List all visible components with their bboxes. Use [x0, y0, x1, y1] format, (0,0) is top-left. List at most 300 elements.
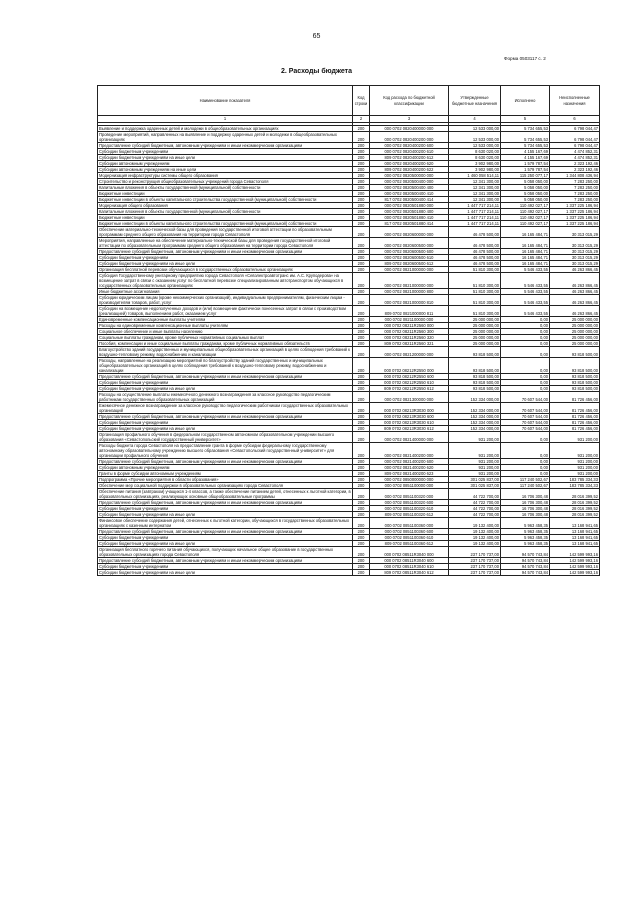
- approved-amount-cell: 152 334 000,00: [449, 413, 501, 419]
- executed-amount-cell: 0,00: [501, 442, 550, 458]
- indicator-name-cell: Гранты в форме субсидии автономным учреждениям: [98, 470, 353, 476]
- table-header-row: [98, 86, 600, 116]
- line-code-cell: 200: [353, 260, 370, 266]
- table-row: [98, 226, 600, 237]
- table-row: [98, 517, 600, 528]
- unexecuted-amount-cell: 13 168 941,65: [550, 517, 600, 528]
- line-code-cell: 200: [353, 184, 370, 190]
- indicator-name-cell: Предоставление субсидий бюджетным, автономным учреждениям и иным некоммерческим организациям: [98, 499, 353, 505]
- executed-amount-cell: 16 165 484,71: [501, 260, 550, 266]
- budget-code-cell: 000 0702 0851100360 000: [370, 517, 449, 528]
- executed-amount-cell: 5 546 433,55: [501, 288, 550, 294]
- budget-code-cell: 000 0702 0820400000 000: [370, 125, 449, 131]
- budget-code-cell: 000 0702 0820400200 620: [370, 160, 449, 166]
- executed-amount-cell: 0,00: [501, 334, 550, 340]
- indicator-name-cell: Обеспечение питания (завтраком) учащихся 1-4 классов, а также обеспечение питанием детей, отнесенных к льготной категории, в образовательных организациях, реализующих основные общеобразовательные программы: [99, 488, 351, 499]
- budget-code-cell: 000 0702 08212R2550 610: [370, 379, 449, 385]
- unexecuted-amount-cell: 1 344 808 436,94: [550, 172, 600, 178]
- page-number: 65: [312, 33, 321, 40]
- budget-code-cell: 000 0702 0851100000 000: [370, 482, 449, 488]
- line-code-cell: 200: [353, 160, 370, 166]
- indicator-name-cell: Ежемесячное денежное вознаграждение за классное руководство педагогическим работникам государственных образовательных организаций: [98, 402, 353, 413]
- budget-code-cell: 000 0702 0821300000 000: [370, 391, 449, 402]
- indicator-name-cell: Субсидии бюджетным учреждениям: [98, 563, 353, 569]
- executed-amount-cell: 5 734 655,53: [501, 142, 550, 148]
- line-code-cell: 200: [353, 334, 370, 340]
- table-row: [98, 294, 600, 305]
- indicator-name-cell: Строительство и реконструкция общеобразовательных учреждений города Севастополя: [98, 178, 353, 184]
- line-code-cell: 200: [353, 482, 370, 488]
- unexecuted-amount-cell: 7 283 250,00: [550, 196, 600, 202]
- column-number: 5: [501, 116, 550, 123]
- line-code-cell: 200: [353, 528, 370, 534]
- executed-amount-cell: 94 570 743,84: [501, 569, 550, 575]
- line-code-cell: 200: [353, 166, 370, 172]
- line-code-cell: 200: [353, 458, 370, 464]
- unexecuted-amount-cell: 1 337 225 186,94: [550, 202, 600, 208]
- line-code-cell: 200: [353, 540, 370, 546]
- indicator-name-cell: Капитальные вложения в объекты государственной (муниципальной) собственности: [98, 208, 353, 214]
- table-row: [98, 402, 600, 413]
- indicator-name-cell: Предоставление субсидий бюджетным, автономным учреждениям и иным некоммерческим организациям: [98, 458, 353, 464]
- budget-code-cell: 000 0702 0821400200 600: [370, 458, 449, 464]
- approved-amount-cell: 931 200,00: [449, 470, 501, 476]
- approved-amount-cell: 152 334 000,00: [449, 419, 501, 425]
- line-code-cell: 200: [353, 131, 370, 142]
- budget-code-cell: 000 0702 0851100320 600: [370, 499, 449, 505]
- executed-amount-cell: 110 492 027,17: [501, 208, 550, 214]
- line-code-cell: 200: [353, 154, 370, 160]
- unexecuted-amount-cell: 25 000 000,00: [550, 340, 600, 346]
- executed-amount-cell: 117 240 502,67: [501, 482, 550, 488]
- approved-amount-cell: 46 478 500,00: [449, 237, 501, 248]
- budget-code-cell: 809 0702 0851100360 612: [370, 540, 449, 546]
- budget-code-cell: 000 0702 0851100320 610: [370, 505, 449, 511]
- indicator-name-cell: Организация профильного обучения в федеральном государственном автономном образовательном учреждении высшего образования «Севастопольский государственный университет»: [98, 431, 353, 442]
- line-code-cell: 200: [353, 237, 370, 248]
- indicator-name-cell: Подпрограмма «Прочие мероприятия в области образования»: [98, 476, 353, 482]
- approved-amount-cell: 237 170 737,00: [449, 546, 501, 557]
- indicator-name-cell: Предоставление субсидий бюджетным, автономным учреждениям и иным некоммерческим организациям: [98, 557, 353, 563]
- approved-amount-cell: 3 902 980,00: [449, 160, 501, 166]
- indicator-name-cell: Мероприятия, направленные на обеспечение материально-технической базы для проведения государственной итоговой аттестации по образовательным программам среднего общего образования на территории города Севастополя: [98, 237, 353, 248]
- approved-amount-cell: 301 025 837,00: [449, 482, 501, 488]
- unexecuted-amount-cell: 2 323 192,46: [550, 160, 600, 166]
- unexecuted-amount-cell: 7 283 250,00: [550, 190, 600, 196]
- executed-amount-cell: 94 570 743,84: [501, 563, 550, 569]
- approved-amount-cell: 93 818 500,00: [449, 373, 501, 379]
- line-code-cell: 200: [353, 226, 370, 237]
- indicator-name-cell: Субсидии автономным учреждениям: [98, 160, 353, 166]
- budget-code-cell: 000 0702 0850000000 000: [370, 476, 449, 482]
- unexecuted-amount-cell: 931 200,00: [550, 431, 600, 442]
- section-title: 2. Расходы бюджета: [281, 68, 352, 75]
- unexecuted-amount-cell: 81 726 456,00: [550, 413, 600, 419]
- approved-amount-cell: 237 170 737,00: [449, 569, 501, 575]
- executed-amount-cell: 0,00: [501, 346, 550, 357]
- line-code-cell: 200: [353, 431, 370, 442]
- executed-amount-cell: 5 546 433,55: [501, 272, 550, 288]
- indicator-name-cell: Модернизация инфраструктуры системы общего образования: [98, 172, 353, 178]
- budget-code-cell: 000 0702 0820500400 410: [370, 190, 449, 196]
- line-code-cell: 200: [353, 419, 370, 425]
- executed-amount-cell: 1 579 787,54: [501, 166, 550, 172]
- executed-amount-cell: 16 706 300,48: [501, 488, 550, 499]
- indicator-name-cell: Расходы, направленные на реализацию мероприятий по благоустройству зданий государственных и муниципальных общеобразовательных организаций в целях соблюдения требований к воздушно-тепловому режиму, водоснабжению и канализации: [98, 357, 353, 373]
- approved-amount-cell: 19 132 400,00: [449, 534, 501, 540]
- indicator-name-cell: Субсидии бюджетным учреждениям на иные цели: [98, 260, 353, 266]
- unexecuted-amount-cell: 7 283 250,00: [550, 184, 600, 190]
- budget-code-cell: 000 0702 08211R2560 300: [370, 328, 449, 334]
- unexecuted-amount-cell: 13 168 941,65: [550, 534, 600, 540]
- indicator-name-cell: Модернизация общего образования: [98, 202, 353, 208]
- unexecuted-amount-cell: 93 818 500,00: [550, 373, 600, 379]
- unexecuted-amount-cell: 6 798 044,47: [550, 125, 600, 131]
- line-code-cell: 200: [353, 202, 370, 208]
- executed-amount-cell: 5 546 433,55: [501, 294, 550, 305]
- unexecuted-amount-cell: 931 200,00: [550, 470, 600, 476]
- unexecuted-amount-cell: 30 313 015,29: [550, 254, 600, 260]
- column-number: 1: [98, 116, 353, 123]
- line-code-cell: 200: [353, 511, 370, 517]
- line-code-cell: 200: [353, 254, 370, 260]
- budget-code-cell: 000 0702 0851100320 000: [370, 488, 449, 499]
- executed-amount-cell: 0,00: [501, 458, 550, 464]
- indicator-name-cell: Субсидии автономным учреждениям: [98, 464, 353, 470]
- line-code-cell: 200: [353, 328, 370, 334]
- budget-code-cell: 000 0702 0820500400 000: [370, 178, 449, 184]
- executed-amount-cell: 0,00: [501, 431, 550, 442]
- unexecuted-amount-cell: 6 798 044,47: [550, 131, 600, 142]
- line-code-cell: 200: [353, 442, 370, 458]
- line-code-cell: 200: [353, 488, 370, 499]
- executed-amount-cell: 5 963 458,35: [501, 534, 550, 540]
- budget-code-cell: 809 0702 0820600500 612: [370, 260, 449, 266]
- approved-amount-cell: 25 000 000,00: [449, 316, 501, 322]
- budget-code-cell: 809 0702 08511R3040 612: [370, 569, 449, 575]
- budget-code-cell: 000 0702 0821400200 620: [370, 464, 449, 470]
- unexecuted-amount-cell: 25 000 000,00: [550, 328, 600, 334]
- table-row: [98, 431, 600, 442]
- approved-amount-cell: 44 722 700,00: [449, 511, 501, 517]
- unexecuted-amount-cell: 93 818 500,00: [550, 379, 600, 385]
- column-header: Исполнено: [501, 86, 550, 116]
- line-code-cell: 200: [353, 172, 370, 178]
- line-code-cell: 200: [353, 402, 370, 413]
- budget-code-cell: 809 0702 08212R2550 612: [370, 385, 449, 391]
- approved-amount-cell: 25 000 000,00: [449, 328, 501, 334]
- budget-code-cell: 000 0702 0821000000 800: [370, 288, 449, 294]
- line-code-cell: 200: [353, 248, 370, 254]
- approved-amount-cell: 51 810 300,00: [449, 305, 501, 316]
- unexecuted-amount-cell: 4 474 852,31: [550, 154, 600, 160]
- unexecuted-amount-cell: 931 200,00: [550, 464, 600, 470]
- budget-code-cell: 000 0702 0820600500 600: [370, 248, 449, 254]
- indicator-name-cell: Предоставление субсидий бюджетным, автономным учреждениям и иным некоммерческим организациям: [98, 373, 353, 379]
- unexecuted-amount-cell: 1 337 225 186,94: [550, 208, 600, 214]
- indicator-name-cell: Организация бесплатной перевозки обучающихся в государственных образовательных организациях: [98, 266, 353, 272]
- budget-code-cell: 809 0702 0820400200 612: [370, 154, 449, 160]
- unexecuted-amount-cell: 30 313 015,29: [550, 260, 600, 266]
- line-code-cell: 200: [353, 178, 370, 184]
- executed-amount-cell: 16 165 484,71: [501, 254, 550, 260]
- approved-amount-cell: 152 334 000,00: [449, 402, 501, 413]
- executed-amount-cell: 5 963 458,35: [501, 540, 550, 546]
- line-code-cell: 200: [353, 322, 370, 328]
- table-row: [98, 569, 600, 575]
- approved-amount-cell: 19 132 400,00: [449, 517, 501, 528]
- executed-amount-cell: 70 607 544,00: [501, 402, 550, 413]
- indicator-name-cell: Субсидии бюджетным учреждениям: [98, 254, 353, 260]
- approved-amount-cell: 25 000 000,00: [449, 334, 501, 340]
- executed-amount-cell: 110 492 027,17: [501, 214, 550, 220]
- approved-amount-cell: 93 818 500,00: [449, 346, 501, 357]
- approved-amount-cell: 237 170 737,00: [449, 557, 501, 563]
- budget-code-cell: 809 0702 08213R3030 612: [370, 425, 449, 431]
- indicator-name-cell: Предоставление субсидий бюджетным, автономным учреждениям и иным некоммерческим организациям: [98, 142, 353, 148]
- approved-amount-cell: 46 478 500,00: [449, 248, 501, 254]
- indicator-name-cell: Пособия, компенсации и иные социальные выплаты гражданам, кроме публичных нормативных обязательств: [98, 340, 353, 346]
- budget-code-cell: 000 0702 0851100360 610: [370, 534, 449, 540]
- approved-amount-cell: 51 810 300,00: [449, 266, 501, 272]
- unexecuted-amount-cell: 25 000 000,00: [550, 316, 600, 322]
- approved-amount-cell: 1 447 717 214,11: [449, 208, 501, 214]
- executed-amount-cell: 5 058 050,00: [501, 184, 550, 190]
- indicator-name-cell: Субсидии автономным учреждениям на иные цели: [98, 166, 353, 172]
- approved-amount-cell: 25 000 000,00: [449, 340, 501, 346]
- line-code-cell: 200: [353, 190, 370, 196]
- executed-amount-cell: 0,00: [501, 373, 550, 379]
- indicator-name-cell: Проведение мероприятий, направленных на выявление и поддержку одаренных детей и молодежи в общеобразовательных организациях: [98, 131, 353, 142]
- unexecuted-amount-cell: 28 016 399,52: [550, 499, 600, 505]
- approved-amount-cell: 51 810 300,00: [449, 294, 501, 305]
- indicator-name-cell: Социальные выплаты гражданам, кроме публичных нормативных социальных выплат: [98, 334, 353, 340]
- approved-amount-cell: 12 341 300,00: [449, 184, 501, 190]
- budget-code-cell: 000 0702 0820500000 000: [370, 172, 449, 178]
- indicator-name-cell: Субсидии бюджетным учреждениям на иные цели: [98, 385, 353, 391]
- budget-code-cell: 000 0702 08511R3040 600: [370, 557, 449, 563]
- table-row: [98, 391, 600, 402]
- line-code-cell: 200: [353, 208, 370, 214]
- executed-amount-cell: 0,00: [501, 379, 550, 385]
- approved-amount-cell: 931 200,00: [449, 431, 501, 442]
- indicator-name-cell: Социальное обеспечение и иные выплаты населению: [98, 328, 353, 334]
- unexecuted-amount-cell: 81 726 456,00: [550, 391, 600, 402]
- unexecuted-amount-cell: 46 263 866,45: [550, 288, 600, 294]
- column-header: Код строки: [353, 86, 370, 116]
- approved-amount-cell: 51 810 300,00: [449, 288, 501, 294]
- indicator-name-cell: Субсидии бюджетным учреждениям: [98, 379, 353, 385]
- line-code-cell: 200: [353, 557, 370, 563]
- approved-amount-cell: 3 902 980,00: [449, 166, 501, 172]
- indicator-name-cell: Организация бесплатного горячего питания обучающихся, получающих начальное общее образование в государственных образовательных организациях города Севастополя: [98, 546, 353, 557]
- indicator-name-cell: Расходы на единовременные компенсационные выплаты учителям: [98, 322, 353, 328]
- line-code-cell: 200: [353, 316, 370, 322]
- unexecuted-amount-cell: 28 016 399,52: [550, 505, 600, 511]
- indicator-name-cell: Капитальные вложения в объекты государственной (муниципальной) собственности: [98, 184, 353, 190]
- budget-code-cell: 000 0702 0820600500 000: [370, 237, 449, 248]
- unexecuted-amount-cell: 4 474 852,31: [550, 148, 600, 154]
- table-row: [98, 237, 600, 248]
- indicator-name-cell: Субсидии бюджетным учреждениям: [98, 419, 353, 425]
- table-row: [98, 272, 600, 288]
- unexecuted-amount-cell: 142 599 993,16: [550, 569, 600, 575]
- line-code-cell: 200: [353, 464, 370, 470]
- column-header: Код расхода по бюджетной классификации: [370, 86, 449, 116]
- budget-code-cell: 809 0702 08211R2560 321: [370, 340, 449, 346]
- unexecuted-amount-cell: 28 016 399,52: [550, 488, 600, 499]
- unexecuted-amount-cell: 93 818 500,00: [550, 357, 600, 373]
- executed-amount-cell: 0,00: [501, 340, 550, 346]
- executed-amount-cell: 16 165 484,71: [501, 237, 550, 248]
- column-number-row: [98, 116, 600, 123]
- table-row: [98, 357, 600, 373]
- indicator-name-cell: Субсидии бюджетным учреждениям на иные цели: [98, 569, 353, 575]
- line-code-cell: 200: [353, 391, 370, 402]
- executed-amount-cell: 5 963 458,35: [501, 517, 550, 528]
- executed-amount-cell: 4 155 167,69: [501, 148, 550, 154]
- executed-amount-cell: 16 706 300,48: [501, 511, 550, 517]
- approved-amount-cell: 1 447 717 214,11: [449, 220, 501, 226]
- indicator-name-cell: Субсидии на возмещение недополученных доходов и (или) возмещение фактически понесенных затрат в связи с производством (реализацией) товаров, выполнением работ, оказанием услуг: [98, 305, 353, 316]
- budget-code-cell: 000 0702 0821400000 000: [370, 431, 449, 442]
- executed-amount-cell: 0,00: [501, 357, 550, 373]
- executed-amount-cell: 110 492 027,17: [501, 220, 550, 226]
- budget-code-cell: 000 0702 0820600500 610: [370, 254, 449, 260]
- budget-code-cell: 000 0702 08212R2550 000: [370, 357, 449, 373]
- indicator-name-cell: Субсидии бюджетным учреждениям на иные цели: [98, 511, 353, 517]
- approved-amount-cell: 12 341 300,00: [449, 196, 501, 202]
- budget-code-cell: 000 0702 08211R2560 320: [370, 334, 449, 340]
- line-code-cell: 200: [353, 305, 370, 316]
- line-code-cell: 200: [353, 546, 370, 557]
- executed-amount-cell: 4 155 167,69: [501, 154, 550, 160]
- line-code-cell: 200: [353, 148, 370, 154]
- indicator-name-cell: Субсидии бюджетным учреждениям на иные цели: [98, 540, 353, 546]
- column-number: 2: [353, 116, 370, 123]
- budget-code-cell: 000 0702 08213R3030 000: [370, 402, 449, 413]
- budget-code-cell: 000 0702 08212R2550 600: [370, 373, 449, 379]
- budget-code-cell: 809 0702 0851100320 612: [370, 511, 449, 517]
- unexecuted-amount-cell: 93 818 500,00: [550, 385, 600, 391]
- budget-code-cell: 000 0702 0820501880 410: [370, 214, 449, 220]
- approved-amount-cell: 931 200,00: [449, 458, 501, 464]
- approved-amount-cell: 93 818 500,00: [449, 385, 501, 391]
- executed-amount-cell: 1 579 787,54: [501, 160, 550, 166]
- executed-amount-cell: 0,00: [501, 470, 550, 476]
- column-header: Наименование показателя: [98, 86, 353, 116]
- budget-code-cell: 000 0702 08511R3040 000: [370, 546, 449, 557]
- unexecuted-amount-cell: 30 313 015,29: [550, 226, 600, 237]
- unexecuted-amount-cell: 28 016 399,52: [550, 511, 600, 517]
- executed-amount-cell: 117 240 502,67: [501, 476, 550, 482]
- unexecuted-amount-cell: 46 263 866,45: [550, 305, 600, 316]
- unexecuted-amount-cell: 46 263 866,45: [550, 266, 600, 272]
- line-code-cell: 200: [353, 499, 370, 505]
- executed-amount-cell: 5 546 433,55: [501, 305, 550, 316]
- indicator-name-cell: Субсидия Государственному унитарному предприятию города Севастополя «Севэлектроавтотранс им. А.С. Круподерова» на возмещение затрат в связи с оказанием услуг по бесплатной перевозке специализированным автотранспортом обучающихся в государственных образовательных организациях: [98, 272, 353, 288]
- executed-amount-cell: 115 250 077,17: [501, 172, 550, 178]
- indicator-name-cell: Субсидии бюджетным учреждениям: [98, 505, 353, 511]
- line-code-cell: 200: [353, 379, 370, 385]
- budget-code-cell: 817 0702 0820501880 414: [370, 220, 449, 226]
- budget-code-cell: 809 0702 0820400200 622: [370, 166, 449, 172]
- line-code-cell: 200: [353, 288, 370, 294]
- executed-amount-cell: 5 734 655,53: [501, 125, 550, 131]
- approved-amount-cell: 51 810 300,00: [449, 272, 501, 288]
- line-code-cell: 200: [353, 125, 370, 131]
- approved-amount-cell: 237 170 737,00: [449, 563, 501, 569]
- line-code-cell: 200: [353, 346, 370, 357]
- unexecuted-amount-cell: 183 785 334,33: [550, 482, 600, 488]
- budget-code-cell: 817 0702 0820500400 414: [370, 196, 449, 202]
- unexecuted-amount-cell: 81 726 456,00: [550, 419, 600, 425]
- executed-amount-cell: 16 706 300,48: [501, 505, 550, 511]
- budget-code-cell: 000 0702 0851100360 600: [370, 528, 449, 534]
- form-code: Форма 0503117 с. 2: [504, 56, 546, 61]
- budget-code-cell: 000 0702 08211R2560 000: [370, 322, 449, 328]
- executed-amount-cell: 0,00: [501, 316, 550, 322]
- unexecuted-amount-cell: 7 283 250,00: [550, 178, 600, 184]
- line-code-cell: 200: [353, 517, 370, 528]
- indicator-name-cell: Иные бюджетные ассигнования: [98, 288, 353, 294]
- budget-code-cell: 000 0702 0820501880 400: [370, 208, 449, 214]
- approved-amount-cell: 44 722 700,00: [449, 505, 501, 511]
- indicator-name-cell: Расходы на осуществление выплаты ежемесячного денежного вознаграждения за классное руководство педагогическим работникам государственных образовательных организаций: [98, 391, 353, 402]
- column-header: Неисполненные назначения: [550, 86, 600, 116]
- approved-amount-cell: 8 630 020,00: [449, 154, 501, 160]
- unexecuted-amount-cell: 30 313 015,29: [550, 248, 600, 254]
- column-header: Утвержденные бюджетные назначения: [449, 86, 501, 116]
- line-code-cell: 200: [353, 196, 370, 202]
- budget-code-cell: 000 0702 0821100000 000: [370, 316, 449, 322]
- approved-amount-cell: 1 447 717 214,11: [449, 202, 501, 208]
- budget-code-cell: 000 0702 0820400200 610: [370, 148, 449, 154]
- unexecuted-amount-cell: 46 263 866,45: [550, 272, 600, 288]
- budget-code-cell: 000 0702 0820500400 400: [370, 184, 449, 190]
- budget-code-cell: 000 0702 08213R3030 600: [370, 413, 449, 419]
- unexecuted-amount-cell: 6 798 044,47: [550, 142, 600, 148]
- line-code-cell: 200: [353, 357, 370, 373]
- budget-code-cell: 000 0702 0820400200 600: [370, 142, 449, 148]
- line-code-cell: 200: [353, 385, 370, 391]
- executed-amount-cell: 16 165 484,71: [501, 248, 550, 254]
- line-code-cell: 200: [353, 413, 370, 419]
- approved-amount-cell: 19 132 400,00: [449, 528, 501, 534]
- table-row: [98, 442, 600, 458]
- budget-code-cell: 000 0702 0821000000 000: [370, 266, 449, 272]
- approved-amount-cell: 152 334 000,00: [449, 425, 501, 431]
- budget-code-cell: 000 0702 08511R3040 610: [370, 563, 449, 569]
- line-code-cell: 200: [353, 563, 370, 569]
- unexecuted-amount-cell: 2 323 192,46: [550, 166, 600, 172]
- executed-amount-cell: 70 607 544,00: [501, 425, 550, 431]
- indicator-name-cell: Субсидии юридическим лицам (кроме некоммерческих организаций), индивидуальным предпринимателям, физическим лицам - производителям товаров, работ, услуг: [98, 294, 353, 305]
- indicator-name-cell: Субсидии бюджетным учреждениям на иные цели: [98, 425, 353, 431]
- approved-amount-cell: 93 818 500,00: [449, 379, 501, 385]
- line-code-cell: 200: [353, 373, 370, 379]
- approved-amount-cell: 12 341 300,00: [449, 190, 501, 196]
- executed-amount-cell: 5 058 050,00: [501, 190, 550, 196]
- executed-amount-cell: 0,00: [501, 322, 550, 328]
- approved-amount-cell: 93 818 500,00: [449, 357, 501, 373]
- budget-code-cell: 000 0702 0821200000 000: [370, 346, 449, 357]
- indicator-name-cell: Предоставление субсидий бюджетным, автономным учреждениям и иным некоммерческим организациям: [98, 528, 353, 534]
- unexecuted-amount-cell: 81 726 456,00: [550, 402, 600, 413]
- budget-code-cell: 000 0702 0820501880 000: [370, 202, 449, 208]
- approved-amount-cell: 12 533 000,00: [449, 142, 501, 148]
- table-row: [98, 488, 600, 499]
